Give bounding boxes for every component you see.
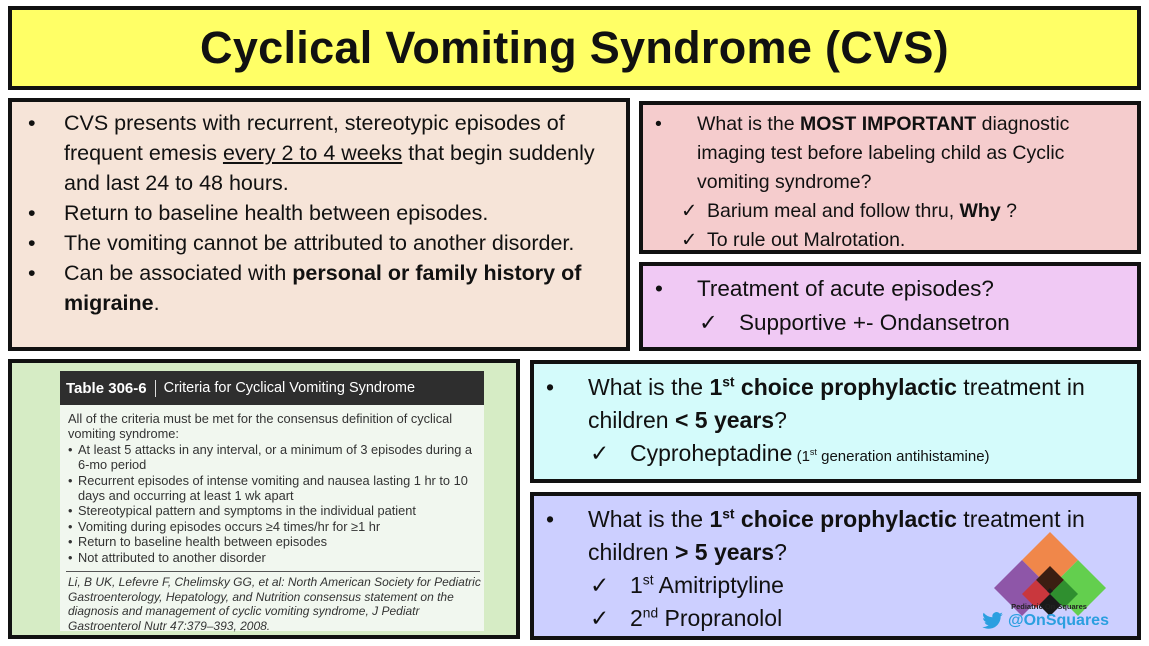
criteria-item: • Stereotypical pattern and symptoms in the individual patient [68, 503, 416, 519]
overview-panel [8, 98, 630, 351]
bullet-icon: • [28, 201, 36, 225]
criteria-item: • Vomiting during episodes occurs ≥4 times/hr for ≥1 hr [68, 518, 381, 534]
imaging-panel [639, 101, 1141, 254]
bullet-icon: • [68, 534, 73, 550]
bullet-icon: • [28, 111, 36, 135]
acute-answer: ✓ Supportive +- Ondansetron [651, 306, 1129, 340]
criteria-table-panel [8, 359, 520, 639]
imaging-question: • What is the MOST IMPORTANT diagnostic imaging test before labeling child as Cyclic vomiting syndrome? [651, 110, 1129, 197]
check-icon: ✓ [681, 200, 698, 222]
frequency-highlight: every 2 to 4 weeks [222, 141, 403, 165]
imaging-answer-2: ✓ To rule out Malrotation. [651, 226, 1129, 255]
overview-bullet-1: • CVS presents with recurrent, stereotypic episodes of frequent emesis every 2 to 4 weeks that begin suddenly and last 24 to 48 hours. [24, 108, 616, 198]
bullet-icon: • [546, 506, 555, 532]
handle-text: @OnSquares [1008, 612, 1109, 629]
bullet-icon: • [68, 549, 73, 565]
bullet-icon: • [28, 261, 36, 285]
bullet-icon: • [68, 503, 73, 519]
prophylaxis-under-5-question: • What is the 1st choice prophylactic treatment in children < 5 years? [542, 371, 1127, 437]
overview-bullet-3: • The vomiting cannot be attributed to another disorder. [24, 228, 616, 258]
page-title: Cyclical Vomiting Syndrome (CVS) [200, 22, 949, 73]
bullet-icon: • [28, 231, 36, 255]
overview-bullet-2: • Return to baseline health between episodes. [24, 198, 616, 228]
table-intro: All of the criteria must be met for the consensus definition of cyclical vomiting syndrome: [68, 411, 453, 442]
bullet-icon: • [546, 374, 555, 400]
overview-bullet-4: • Can be associated with personal or family history of migraine. [24, 258, 616, 318]
title-banner [8, 6, 1141, 90]
check-icon: ✓ [590, 605, 610, 631]
bullet-icon: • [68, 518, 73, 534]
check-icon: ✓ [699, 310, 718, 335]
prophylaxis-over-5-answer-1: ✓ 1st Amitriptyline [542, 569, 1127, 602]
bullet-icon: • [68, 472, 73, 488]
prophylaxis-over-5-answer-2: ✓ 2nd Propranolol [542, 602, 1127, 635]
imaging-answer-1: ✓ Barium meal and follow thru, Why ? [651, 197, 1129, 226]
criteria-item: • At least 5 attacks in any interval, or a minimum of 3 episodes during a 6-mo period [68, 441, 473, 473]
prophylaxis-over-5-question: • What is the 1st choice prophylactic treatment in children > 5 years? [542, 503, 1127, 569]
prophylaxis-under-5-panel [530, 360, 1141, 483]
table-reference: Li, B UK, Lefevre F, Chelimsky GG, et al: North American Society for Pediatric Gastroenterology, Hepatology, and Nutrition consensus statement on the diagnosis and management of cyclic vomiting syndrome, J Pediatr Gastroenterol Nutr 47:379–393, 2008. [68, 575, 481, 633]
logo-text: Pediatric On Squares [1011, 602, 1087, 611]
table-number: Table 306-6 [60, 380, 156, 397]
criteria-item: • Recurrent episodes of intense vomiting and nausea lasting 1 hr to 10 days and occurring at least 1 wk apart [68, 472, 468, 504]
overview-list [24, 108, 616, 318]
table-body [68, 411, 478, 565]
check-icon: ✓ [681, 229, 698, 251]
check-icon: ✓ [590, 440, 610, 466]
criteria-table [60, 371, 484, 631]
check-icon: ✓ [590, 572, 610, 598]
bullet-icon: • [655, 113, 662, 135]
divider [66, 571, 480, 572]
criteria-item: • Return to baseline health between episodes [68, 534, 328, 550]
bullet-icon: • [655, 276, 663, 301]
twitter-bird-icon [982, 612, 1004, 630]
prophylaxis-under-5-answer: ✓ Cyproheptadine (1st generation antihistamine) [542, 437, 1127, 473]
table-header [60, 371, 484, 405]
table-caption: Criteria for Cyclical Vomiting Syndrome [163, 380, 416, 396]
acute-treatment-panel [639, 262, 1141, 351]
acute-question: • Treatment of acute episodes? [651, 272, 1129, 306]
twitter-handle[interactable] [982, 612, 1109, 630]
criteria-item: • Not attributed to another disorder [68, 549, 266, 565]
bullet-icon: • [68, 441, 73, 457]
